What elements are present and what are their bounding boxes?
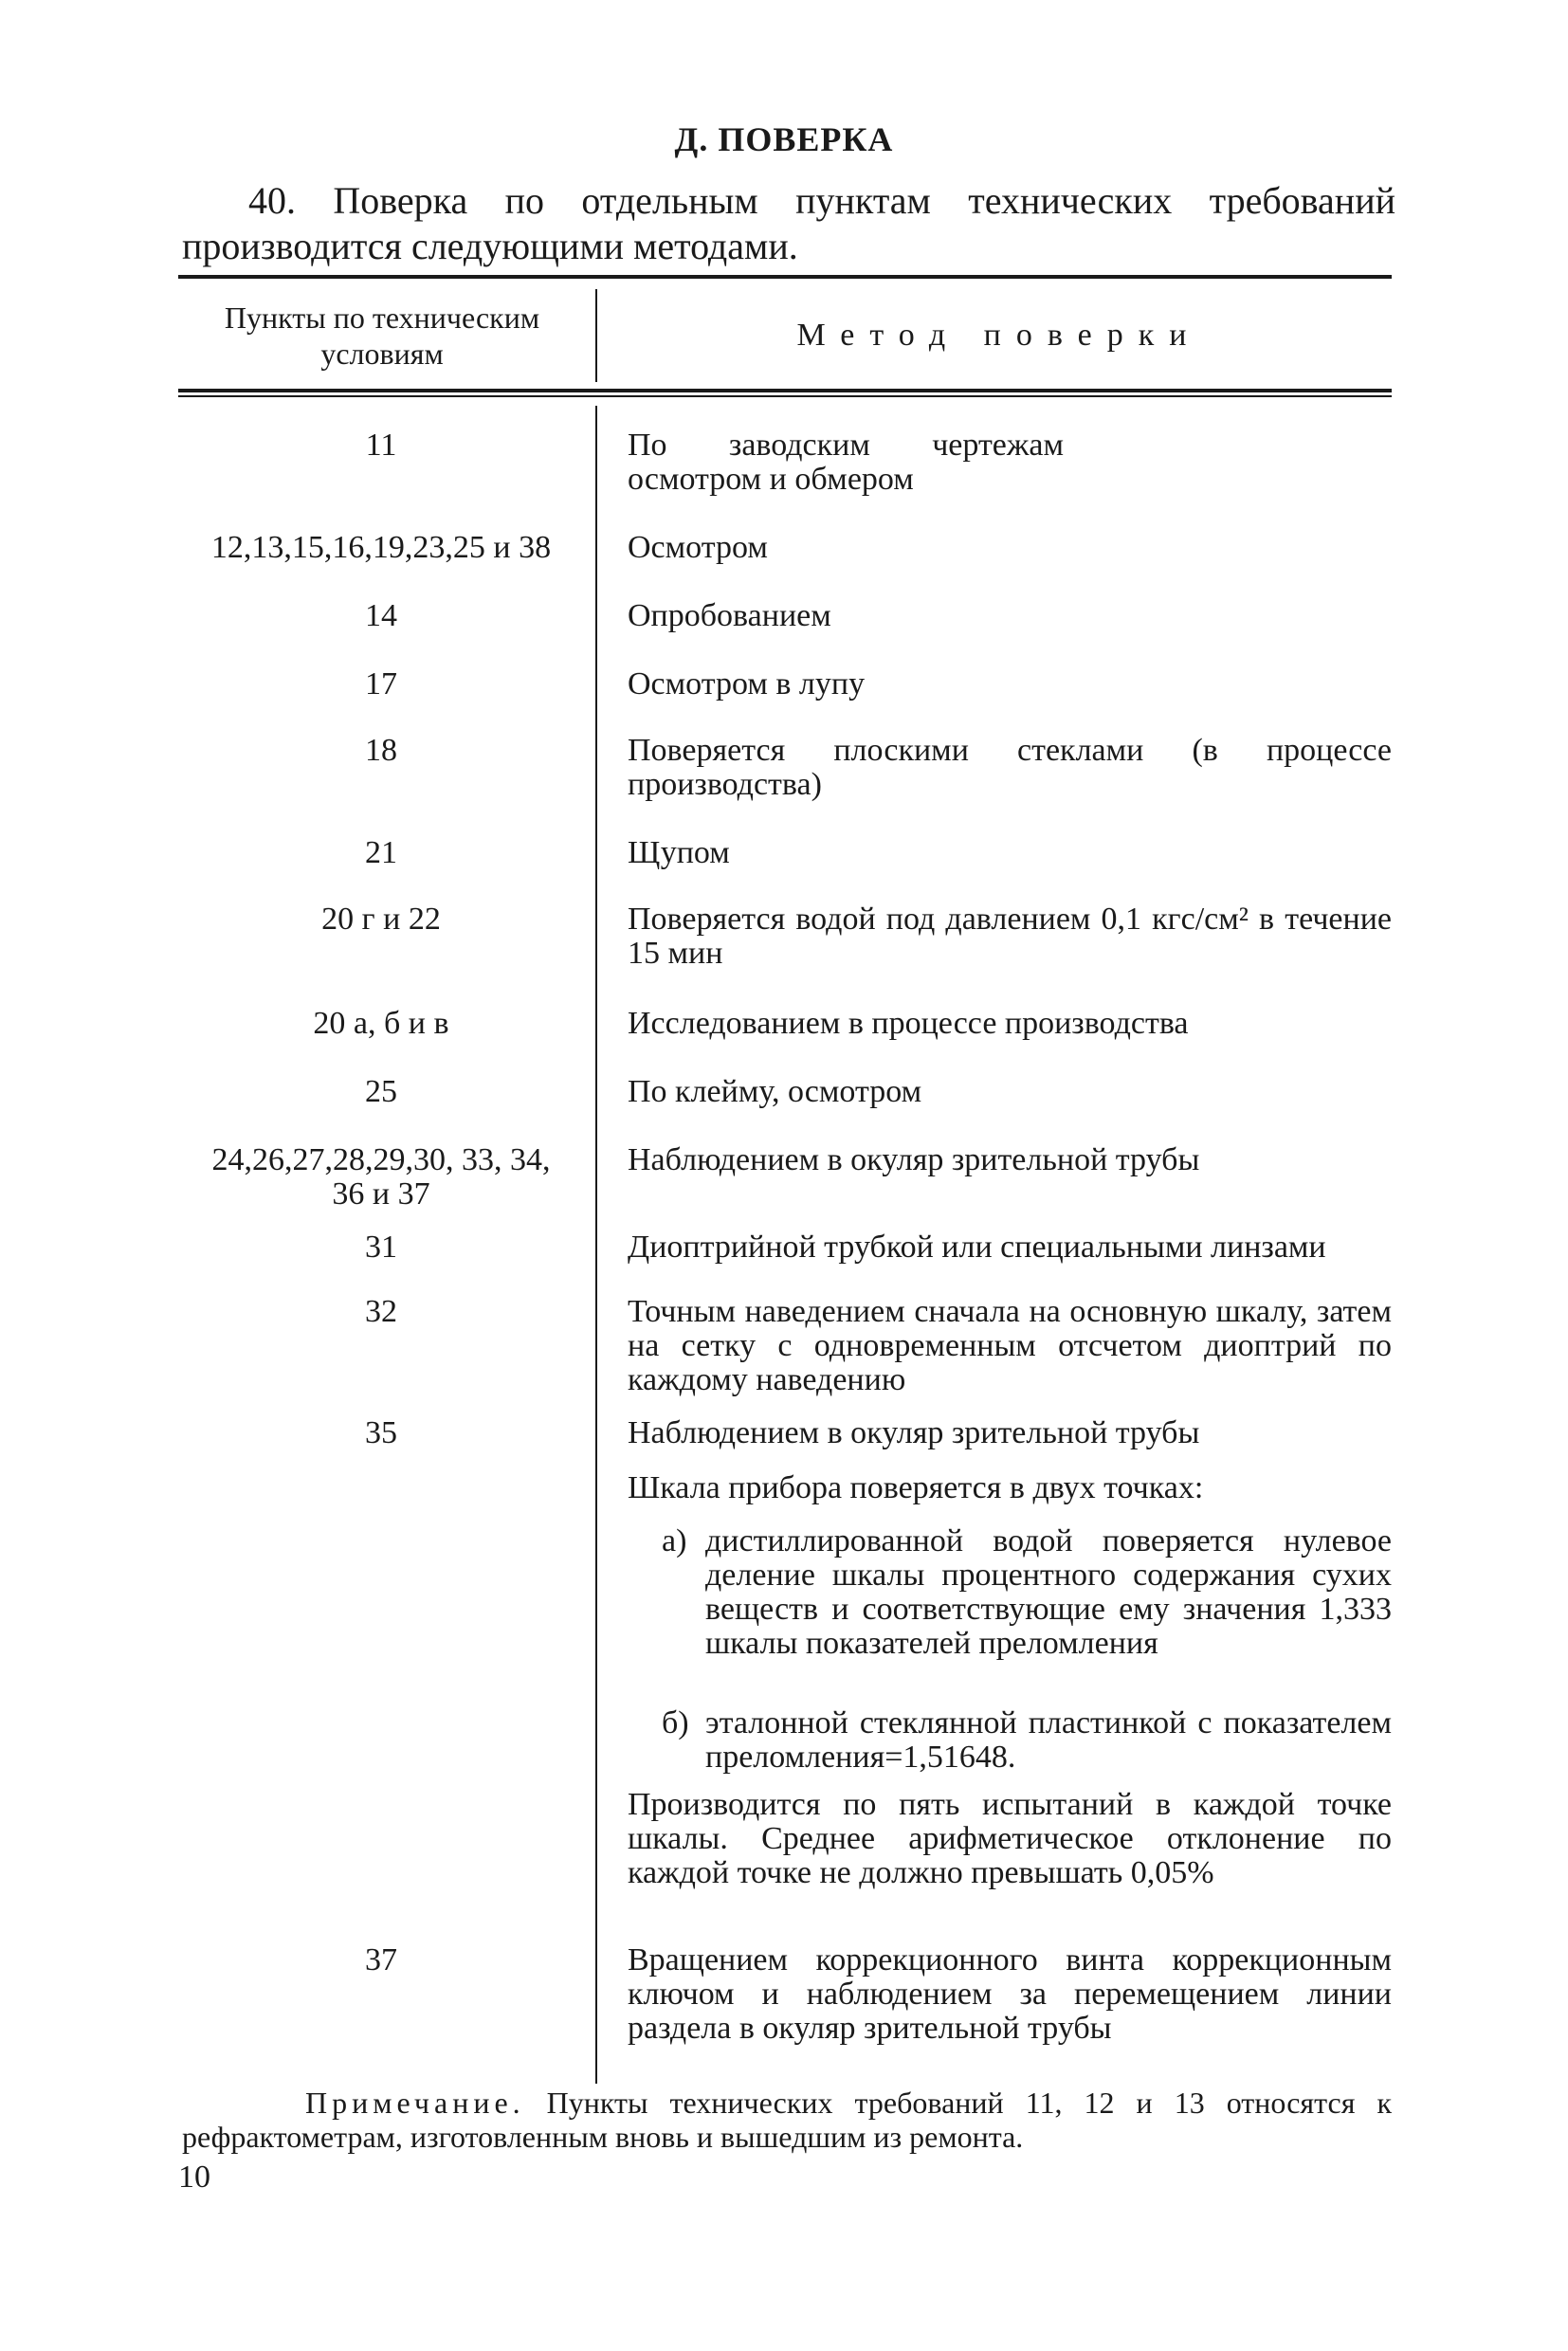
row-points-11: 11 [365,428,397,463]
list-item-b-mark: б) [662,1705,689,1740]
intro-paragraph: 40. Поверка по отдельным пунктам технических требований производится следующими методами. [182,179,1395,267]
row-method-25: По клейму, осмотром [628,1074,922,1109]
row-method-group: Осмотром [628,530,768,565]
footnote-label: Примечание. [305,2086,525,2120]
row-points-20abv: 20 а, б и в [313,1006,449,1041]
row-points-35: 35 [365,1415,397,1450]
row-points-20g-22: 20 г и 22 [321,902,441,937]
row-method-18: Поверяется плоскими стеклами (в процессе производства) [628,733,1392,802]
table-header-rule-thin [178,395,1392,397]
row-method-20g-22: Поверяется водой под давлением 0,1 кгс/см² в течение 15 мин [628,902,1392,971]
header-points: Пункты по техническим условиям [224,301,540,371]
row-method-32: Точным наведением сначала на основную шкалу, затем на сетку с одновременным отсчетом диоптрий по каждому наведению [628,1294,1392,1397]
table-body-divider [595,406,597,2084]
table-top-rule [178,275,1392,279]
table-header-divider [595,289,597,382]
header-method: Метод поверки [796,318,1202,353]
row-method-11: По заводским чертежам осмотром и обмером [628,428,1064,497]
list-item-a-text: дистиллированной водой поверяется нулевое деление шкалы процентного содержания сухих веществ и соответствующие ему значения 1,333 шкалы показателей преломления [705,1523,1392,1661]
footnote-text: Пункты технических требований 11, 12 и 13 относятся к рефрактометрам, изготовленным вновь и вышедшим из ремонта. [182,2086,1393,2154]
row-method-35-extra: Шкала прибора поверяется в двух точках: [628,1470,1204,1505]
row-points-group: 12,13,15,16,19,23,25 и 38 [210,530,552,565]
section-title: Д. ПОВЕРКА [674,120,894,158]
list-item-b-text: эталонной стеклянной пластинкой с показателем преломления=1,51648. [705,1705,1392,1775]
row-points-32: 32 [365,1294,397,1329]
row-points-37: 37 [365,1942,397,1977]
row-method-35-tail: Производится по пять испытаний в каждой точке шкалы. Среднее арифметическое отклонение по каждой точке не должно превышать 0,05% [628,1787,1392,1890]
row-points-observation: 24,26,27,28,29,30, 33, 34, 36 и 37 [211,1142,551,1212]
list-item-a-mark: а) [662,1523,687,1558]
row-method-37: Вращением коррекционного винта коррекционным ключом и наблюдением за перемещением линии раздела в окуляр зрительной трубы [628,1942,1392,2046]
row-method-31: Диоптрийной трубкой или специальными линзами [628,1230,1326,1265]
footnote [182,2086,1392,2154]
row-points-31: 31 [365,1230,397,1265]
row-points-17: 17 [365,666,397,702]
row-method-35: Наблюдением в окуляр зрительной трубы [628,1415,1200,1450]
row-points-14: 14 [365,598,397,633]
list-item-b [662,1706,1392,1775]
row-points-21: 21 [365,835,397,870]
table-header-rule [178,389,1392,392]
row-points-18: 18 [365,733,397,768]
row-method-21: Щупом [628,835,730,870]
row-method-17: Осмотром в лупу [628,666,866,702]
row-method-14: Опробованием [628,598,831,633]
row-points-25: 25 [365,1074,397,1109]
list-item-a [662,1524,1392,1661]
page-number: 10 [178,2160,210,2195]
row-method-observation: Наблюдением в окуляр зрительной трубы [628,1142,1200,1177]
row-method-20abv: Исследованием в процессе производства [628,1006,1189,1041]
